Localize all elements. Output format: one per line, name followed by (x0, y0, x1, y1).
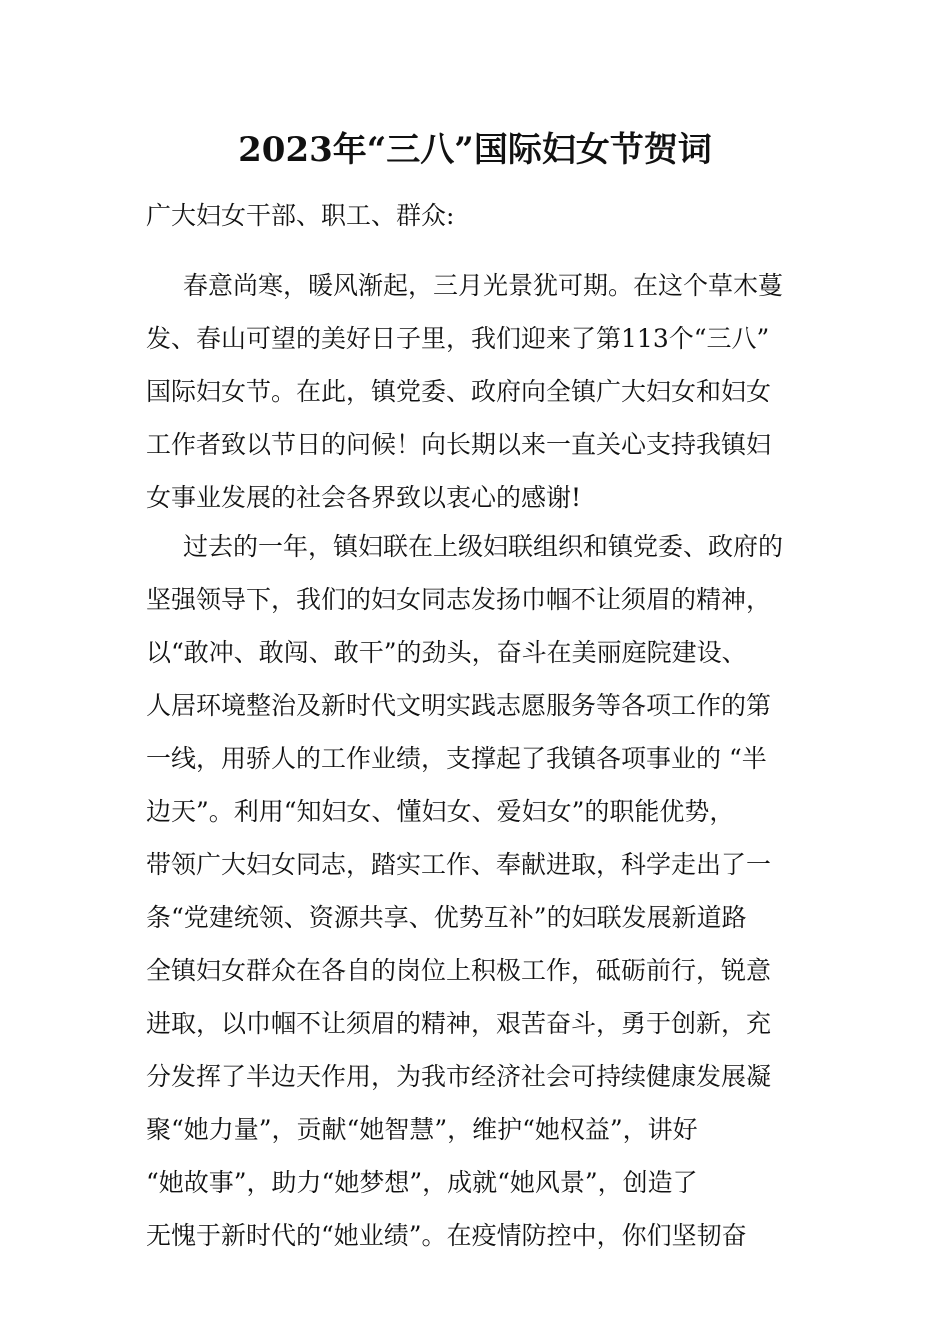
paragraph-line: 全镇妇女群众在各自的岗位上积极工作，砥砺前行，锐意 (146, 956, 772, 985)
paragraph-line: 进取，以巾帼不让须眉的精神，艰苦奋斗，勇于创新，充 (146, 1009, 772, 1038)
paragraph-line: 春意尚寒，暖风渐起，三月光景犹可期。在这个草木蔓 (183, 271, 784, 300)
paragraph-1 (146, 259, 806, 524)
paragraph-line: “她故事”，助力“她梦想”，成就“她风景”，创造了 (146, 1168, 698, 1197)
paragraph-line: 分发挥了半边天作用，为我市经济社会可持续健康发展凝 (146, 1062, 772, 1091)
paragraph-line: 聚“她力量”，贡献“她智慧”，维护“她权益”，讲好 (146, 1115, 698, 1144)
document-title: 2023年“三八”国际妇女节贺词 (238, 130, 712, 170)
paragraph-line: 工作者致以节日的问候！向长期以来一直关心支持我镇妇 (146, 430, 772, 459)
paragraph-line: 女事业发展的社会各界致以衷心的感谢! (146, 483, 582, 512)
paragraph-line: 无愧于新时代的“她业绩”。在疫情防控中，你们坚韧奋 (146, 1221, 747, 1250)
paragraph-line: 条“党建统领、资源共享、优势互补”的妇联发展新道路 (146, 903, 747, 932)
paragraph-line: 边天”。利用“知妇女、懂妇女、爱妇女”的职能优势， (146, 797, 735, 826)
paragraph-line: 人居环境整治及新时代文明实践志愿服务等各项工作的第 (146, 691, 772, 720)
paragraph-line: 发、春山可望的美好日子里，我们迎来了第113个“三八” (146, 324, 770, 353)
paragraph-2 (146, 520, 806, 1262)
paragraph-line: 带领广大妇女同志，踏实工作、奉献进取，科学走出了一 (146, 850, 772, 879)
paragraph-line: 一线，用骄人的工作业绩，支撑起了我镇各项事业的 “半 (146, 744, 767, 773)
paragraph-line: 国际妇女节。在此，镇党委、政府向全镇广大妇女和妇女 (146, 377, 772, 406)
salutation: 广大妇女干部、职工、群众: (146, 201, 455, 230)
paragraph-line: 坚强领导下，我们的妇女同志发扬巾帼不让须眉的精神， (146, 585, 772, 614)
paragraph-line: 过去的一年，镇妇联在上级妇联组织和镇党委、政府的 (183, 532, 784, 561)
paragraph-line: 以“敢冲、敢闯、敢干”的劲头，奋斗在美丽庭院建设、 (146, 638, 747, 667)
